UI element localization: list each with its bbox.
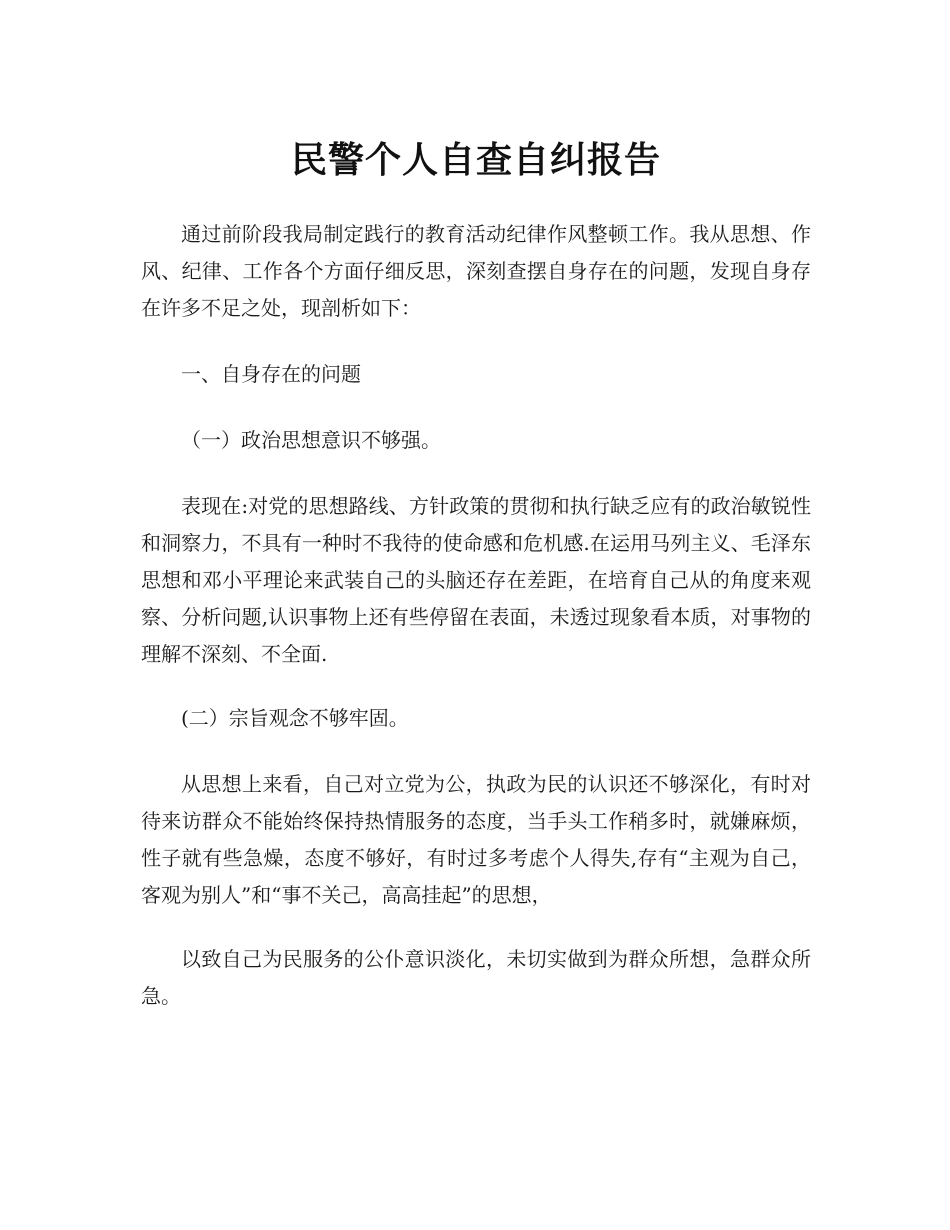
body-paragraph-1: 表现在:对党的思想路线、方针政策的贯彻和执行缺乏应有的政治敏锐性和洞察力，不具有一种时不我待的使命感和危机感.在运用马列主义、毛泽东思想和邓小平理论来武装自己的头脑还存在差距，在培育自己从的角度来观察、分析问题,认识事物上还有些停留在表面，未透过现象看本质，对事物的理解不深刻、不全面. (141, 494, 811, 666)
section-heading: 一、自身存在的问题 (181, 362, 361, 386)
document-body (141, 130, 811, 1015)
body-paragraph-2: 从思想上来看，自己对立党为公，执政为民的认识还不够深化，有时对待来访群众不能始终保持热情服务的态度，当手头工作稍多时，就嫌麻烦，性子就有些急燥，态度不够好，有时过多考虑个人得失,存有“主观为自己，客观为别人”和“事不关己，高高挂起”的思想， (141, 772, 811, 907)
document-title: 民警个人自查自纠报告 (290, 139, 661, 181)
subsection-heading-2: (二）宗旨观念不够牢固。 (181, 706, 409, 730)
intro-paragraph: 通过前阶段我局制定践行的教育活动纪律作风整顿工作。我从思想、作风、纪律、工作各个方面仔细反思，深刻查摆自身存在的问题，发现自身存在许多不足之处，现剖析如下： (141, 222, 811, 320)
subsection-heading-1: （一）政治思想意识不够强。 (181, 428, 441, 452)
body-paragraph-3: 以致自己为民服务的公仆意识淡化，未切实做到为群众所想，急群众所急。 (141, 947, 811, 1008)
